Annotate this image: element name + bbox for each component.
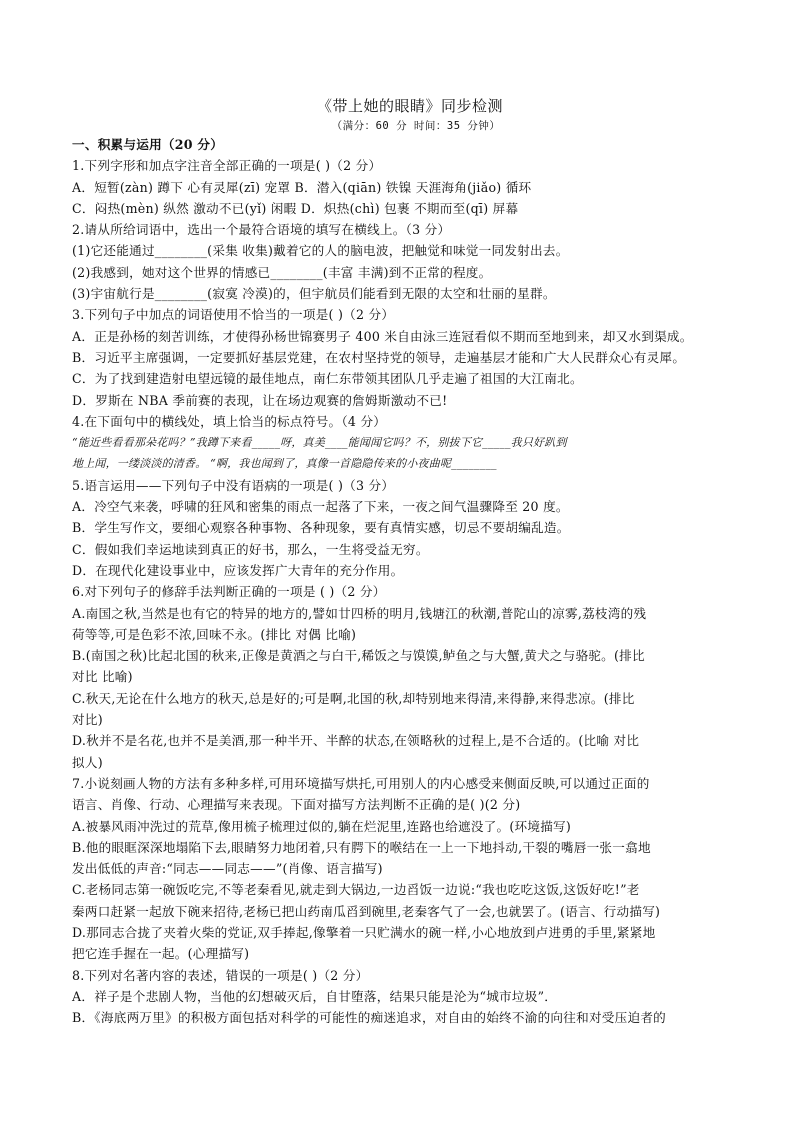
q6-option-c-line-2: 对比) bbox=[72, 712, 103, 728]
q4-passage-line-2: 地上闻，一缕淡淡的清香。 “啊，我也闻到了，真像一首隐隐传来的小夜曲呢________ bbox=[72, 457, 497, 471]
q3-option-c: C．为了找到建造射电望远镜的最佳地点，南仁东带领其团队几乎走遍了祖国的大江南北。 bbox=[72, 371, 583, 387]
q5-option-b: B．学生写作文，要细心观察各种事物、各种现象，要有真情实感，切忌不要胡编乱造。 bbox=[72, 520, 570, 536]
q6-option-a-line-2: 荷等等,可是色彩不浓,回味不永。(排比 对偶 比喻) bbox=[72, 626, 357, 642]
q7-option-d-line-1: D.那同志合拢了夹着火柴的党证,双手捧起,像擎着一只贮满水的碗一样,小心地放到卢进勇的手里,紧紧地 bbox=[72, 924, 656, 940]
question-8: 8.下列对名著内容的表述，错误的一项是( )（2 分） bbox=[72, 967, 369, 983]
q3-option-d: D．罗斯在 NBA 季前赛的表现，让在场边观赛的詹姆斯激动不已! bbox=[72, 392, 448, 408]
q2-item-2: (2)我感到，她对这个世界的情感已________(丰富 丰满)到不正常的程度。 bbox=[72, 264, 492, 280]
q7-option-b-line-1: B.他的眼眶深深地塌陷下去,眼睛努力地闭着,只有腭下的喉结在一上一下地抖动,干裂的嘴唇一张一翕地 bbox=[72, 839, 651, 855]
q2-item-3: (3)宇宙航行是________(寂寞 冷漠)的，但宇航员们能看到无限的太空和壮丽的星群。 bbox=[72, 286, 556, 302]
question-6: 6.对下列句子的修辞手法判断正确的一项是 ( )（2 分） bbox=[72, 584, 386, 600]
q6-option-b-line-1: B.(南国之秋)比起北国的秋来,正像是黄酒之与白干,稀饭之与馍馍,鲈鱼之与大蟹,黄犬之与骆驼。(排比 bbox=[72, 648, 645, 664]
q4-passage-line-1: “能近些看看那朵花吗？”我蹲下来看_____呀，真美____能闻闻它吗？不，别拔下它_____我只好趴到 bbox=[72, 436, 567, 450]
exam-title: 《带上她的眼睛》同步检测 bbox=[316, 97, 503, 115]
q5-option-a: A．冷空气来袭，呼啸的狂风和密集的雨点一起落了下来，一夜之间气温骤降至 20 度。 bbox=[72, 499, 569, 515]
q8-option-b: B．《海底两万里》的积极方面包括对科学的可能性的痴迷追求，对自由的始终不渝的向往和对受压迫者的 bbox=[72, 1010, 667, 1026]
question-3: 3.下列句子中加点的词语使用不恰当的一项是( )（2 分） bbox=[72, 307, 395, 323]
q5-option-d: D．在现代化建设事业中，应该发挥广大青年的充分作用。 bbox=[72, 562, 404, 578]
question-7-line-1: 7.小说刻画人物的方法有多种多样,可用环境描写烘托,可用别人的内心感受来侧面反映,可以通过正面的 bbox=[72, 775, 650, 791]
q1-options-cd: C．闷热(mèn) 纵然 激动不已(yǐ) 闲暇 D．炽热(chì) 包裹 不期而至(qī) 屏幕 bbox=[72, 200, 519, 216]
q6-option-d-line-1: D.秋并不是名花,也并不是美酒,那一种半开、半醉的状态,在领略秋的过程上,是不合适的。(比喻 对比 bbox=[72, 733, 640, 749]
q6-option-c-line-1: C.秋天,无论在什么地方的秋天,总是好的;可是啊,北国的秋,却特别地来得清,来得静,来得悲凉。(排比 bbox=[72, 690, 635, 706]
exam-page bbox=[72, 95, 724, 1028]
q7-option-c-line-1: C.老杨同志第一碗饭吃完,不等老秦看见,就走到大锅边,一边舀饭一边说:“我也吃吃这饭,这饭好吃!”老 bbox=[72, 882, 640, 898]
q7-option-b-line-2: 发出低低的声音:“同志——同志——”(肖像、语言描写) bbox=[72, 861, 383, 877]
q8-option-a: A．祥子是个悲剧人物，当他的幻想破灭后，自甘堕落，结果只能是沦为“城市垃圾”． bbox=[72, 988, 558, 1004]
question-2: 2.请从所给词语中，选出一个最符合语境的填写在横线上。（3 分） bbox=[72, 222, 451, 238]
q7-option-d-line-2: 把它连手握在一起。(心理描写) bbox=[72, 946, 250, 962]
question-7-line-2: 语言、肖像、行动、心理描写来表现。下面对描写方法判断不正确的是( )(2 分) bbox=[72, 797, 521, 813]
question-5: 5.语言运用——下列句子中没有语病的一项是( )（3 分） bbox=[72, 477, 395, 493]
q6-option-a-line-1: A.南国之秋,当然是也有它的特异的地方的,譬如廿四桥的明月,钱塘江的秋潮,普陀山的凉雾,荔枝湾的残 bbox=[72, 605, 647, 621]
q6-option-d-line-2: 拟人) bbox=[72, 754, 103, 770]
q3-option-b: B．习近平主席强调，一定要抓好基层党建，在农村坚持党的领导，走遍基层才能和广大人民群众心有灵犀。 bbox=[72, 349, 686, 365]
q7-option-a: A.被暴风雨冲洗过的荒草,像用梳子梳理过似的,躺在烂泥里,连路也给遮没了。(环境描写) bbox=[72, 818, 572, 834]
q7-option-c-line-2: 秦两口赶紧一起放下碗来招待,老杨已把山药南瓜舀到碗里,老秦客气了一会,也就罢了。(语言、行动描写) bbox=[72, 903, 661, 919]
q2-item-1: (1)它还能通过________(采集 收集)戴着它的人的脑电波，把触觉和味觉一同发射出去。 bbox=[72, 243, 569, 259]
question-4: 4.在下面句中的横线处，填上恰当的标点符号。（4 分） bbox=[72, 413, 387, 429]
question-1: 1.下列字形和加点字注音全部正确的一项是( )（2 分） bbox=[72, 158, 382, 174]
section-heading: 一、积累与运用（20 分） bbox=[72, 137, 224, 152]
exam-meta: （满分：60 分 时间：35 分钟） bbox=[331, 120, 501, 132]
q6-option-b-line-2: 对比 比喻) bbox=[72, 669, 133, 685]
q3-option-a: A．正是孙杨的刻苦训练，才使得孙杨世锦赛男子 400 米自由泳三连冠看似不期而至地到来，却又水到渠成。 bbox=[72, 328, 693, 344]
q1-options-ab: A．短暂(zàn) 蹲下 心有灵犀(zī) 宠罩 B．潜入(qiān) 铁镍 天涯海角(jiǎo) 循环 bbox=[72, 179, 532, 195]
q5-option-c: C．假如我们幸运地读到真正的好书，那么，一生将受益无穷。 bbox=[72, 541, 429, 557]
